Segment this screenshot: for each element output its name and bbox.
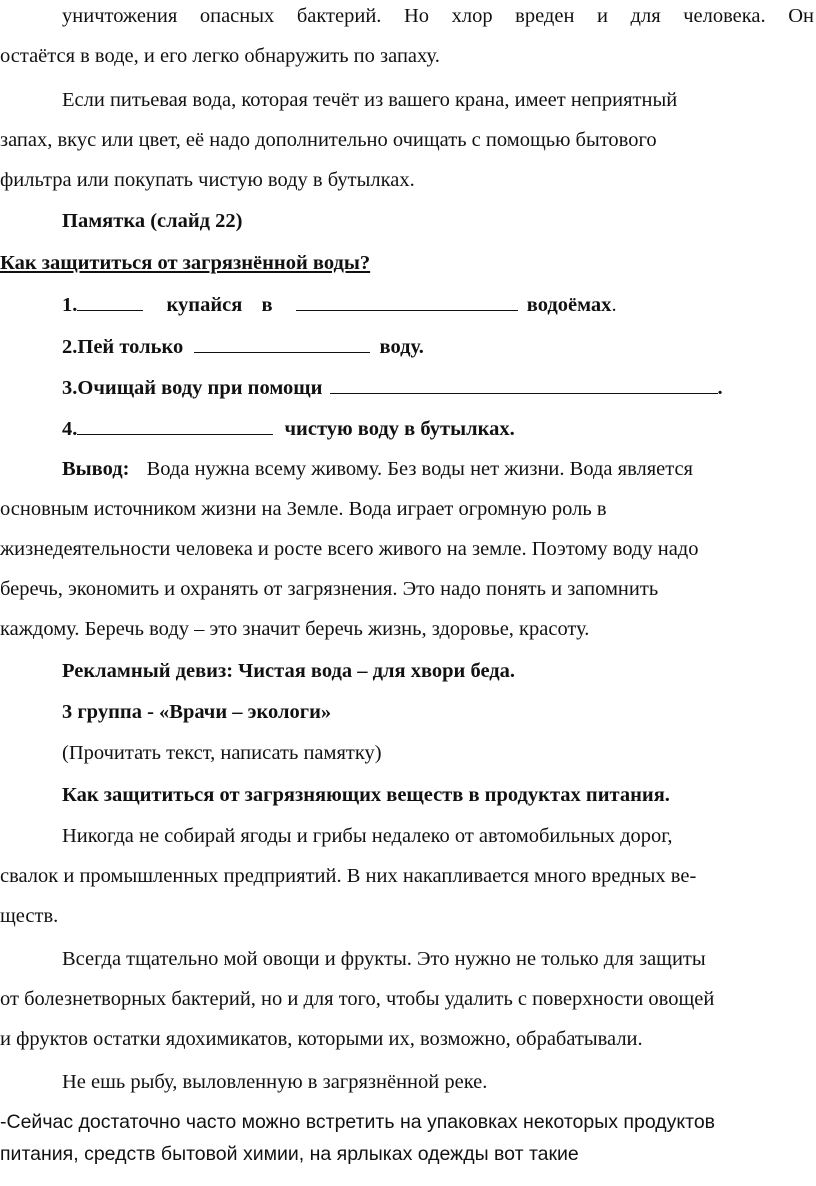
text: . [717, 377, 723, 399]
conclusion-line: каждому. Беречь воду – это значит беречь жизнь, здоровье, красоту. [0, 618, 590, 640]
conclusion-line: основным источником жизни на Земле. Вода играет огромную роль в [0, 498, 607, 520]
conclusion-label: Вывод: [62, 458, 130, 480]
blank-line [194, 332, 370, 353]
memo-item-4 [62, 414, 816, 443]
blank-line [77, 290, 143, 311]
text: воду. [379, 336, 424, 358]
paragraph-line: свалок и промышленных предприятий. В них накапливается много вредных ве- [0, 865, 697, 887]
text: купайся [166, 294, 243, 316]
text: чистую воду в бутылках. [284, 418, 515, 440]
paragraph-line [62, 2, 816, 30]
paragraph-line: Если питьевая вода, которая течёт из вашего крана, имеет неприятный [62, 89, 678, 111]
text: водоёмах [526, 294, 612, 316]
text: 3.Очищай воду при помощи [62, 377, 323, 399]
text: Вода нужна всему живому. Без воды нет жизни. Вода является [146, 458, 693, 480]
paragraph-line: питания, средств бытовой химии, на ярлыках одежды вот такие [0, 1143, 579, 1165]
group-question: Как защититься от загрязняющих веществ в продуктах питания. [62, 784, 670, 806]
conclusion-line: беречь, экономить и охранять от загрязнения. Это надо понять и запомнить [0, 578, 659, 600]
memo-question: Как защититься от загрязнённой воды? [0, 252, 371, 274]
group-task: (Прочитать текст, написать памятку) [62, 742, 382, 764]
memo-item-1 [62, 290, 816, 319]
paragraph-line: -Сейчас достаточно часто можно встретить на упаковках некоторых продуктов [0, 1111, 716, 1133]
paragraph-line: от болезнетворных бактерий, но и для того, чтобы удалить с поверхности овощей [0, 988, 715, 1010]
blank-line [330, 373, 718, 394]
paragraph-line: Никогда не собирай ягоды и грибы недалеко от автомобильных дорог, [62, 825, 673, 847]
paragraph-line: запах, вкус или цвет, её надо дополнительно очищать с помощью бытового [0, 129, 657, 151]
text: . [611, 294, 617, 316]
text-run [62, 2, 816, 30]
conclusion-line: жизнедеятельности человека и росте всего живого на земле. Поэтому воду надо [0, 538, 699, 560]
memo-item-3 [62, 373, 816, 402]
item-number: 1. [62, 294, 78, 316]
motto: Рекламный девиз: Чистая вода – для хвори беда. [62, 660, 516, 682]
memo-item-2 [62, 332, 816, 361]
paragraph-line: Всегда тщательно мой овощи и фрукты. Это нужно не только для защиты [62, 948, 706, 970]
text: 2.Пей только [62, 336, 184, 358]
paragraph-line: остаётся в воде, и его легко обнаружить по запаху. [0, 45, 440, 67]
memo-heading: Памятка (слайд 22) [62, 210, 243, 232]
text: уничтожения опасных бактерий. Но хлор вреден и для человека. Он [62, 5, 814, 27]
blank-line [296, 290, 518, 311]
text: в [261, 294, 273, 316]
paragraph-line: фильтра или покупать чистую воду в бутылках. [0, 169, 415, 191]
blank-line [77, 414, 273, 435]
paragraph-line: и фруктов остатки ядохимикатов, которыми их, возможно, обрабатывали. [0, 1028, 643, 1050]
paragraph-line: Не ешь рыбу, выловленную в загрязнённой реке. [62, 1071, 488, 1093]
group-title: 3 группа - «Врачи – экологи» [62, 701, 332, 723]
conclusion-line [62, 455, 816, 483]
item-number: 4. [62, 418, 78, 440]
paragraph-line: ществ. [0, 905, 59, 927]
